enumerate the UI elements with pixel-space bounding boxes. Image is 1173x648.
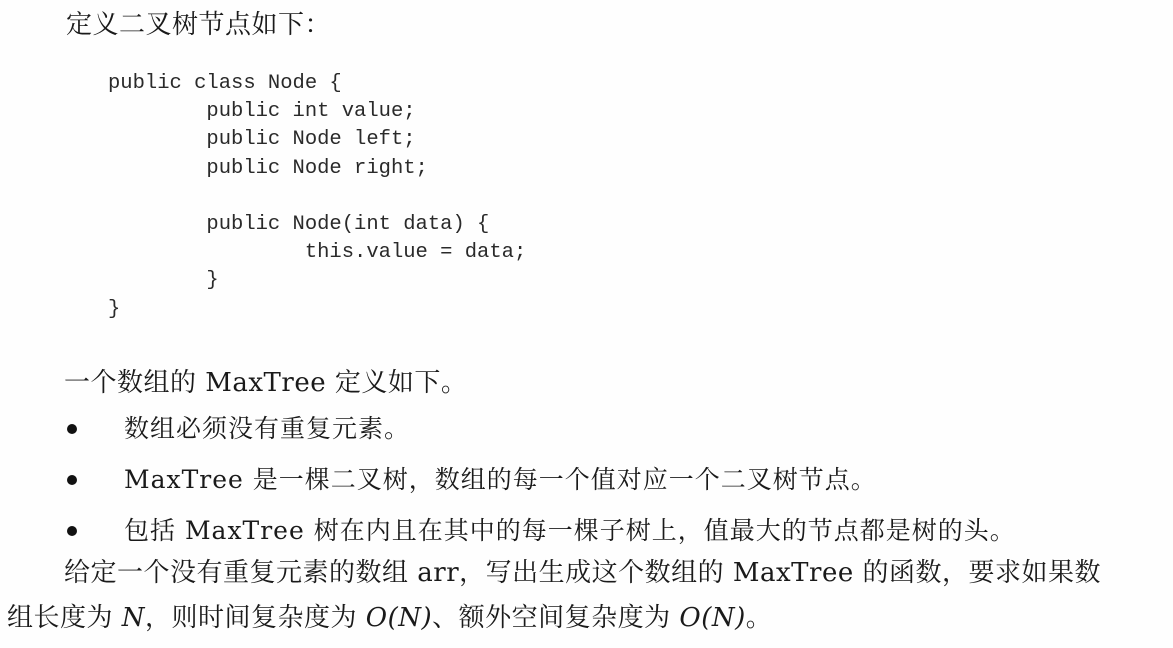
task-text: 、额外空间复杂度为 (432, 603, 680, 633)
intro-text: 一个数组的 MaxTree 定义如下。 (64, 368, 468, 398)
code-line: public Node left; (108, 128, 416, 152)
task-line-1: 给定一个没有重复元素的数组 arr，写出生成这个数组的 MaxTree 的函数，要求如果数 (64, 558, 1101, 588)
code-line (108, 183, 526, 211)
bullet-dot-icon (67, 526, 77, 536)
code-line: public Node right; (108, 156, 428, 180)
math-complexity: O(N) (679, 603, 746, 633)
task-text: 组长度为 (7, 603, 122, 633)
bullet-dot-icon (67, 475, 77, 485)
code-line: public Node(int data) { (108, 212, 490, 236)
bullet-item: MaxTree 是一棵二叉树，数组的每一个值对应一个二叉树节点。 (124, 465, 877, 494)
bullet-item: 包括 MaxTree 树在内且在其中的每一棵子树上，值最大的节点都是树的头。 (124, 516, 1016, 545)
code-line: this.value = data; (108, 241, 527, 265)
math-n: N (121, 603, 146, 633)
bullet-dot-icon (67, 424, 77, 434)
code-line: public class Node { (108, 72, 342, 95)
code-line: public int value; (108, 100, 416, 124)
math-complexity: O(N) (365, 603, 433, 633)
code-line: } (108, 269, 219, 293)
bullet-item: 数组必须没有重复元素。 (124, 414, 411, 443)
heading: 定义二叉树节点如下： (66, 10, 332, 40)
code-block (108, 70, 526, 324)
task-text: 。 (745, 603, 773, 633)
task-line-2 (7, 601, 772, 635)
code-line: } (108, 297, 121, 321)
task-text: ，则时间复杂度为 (145, 603, 366, 633)
